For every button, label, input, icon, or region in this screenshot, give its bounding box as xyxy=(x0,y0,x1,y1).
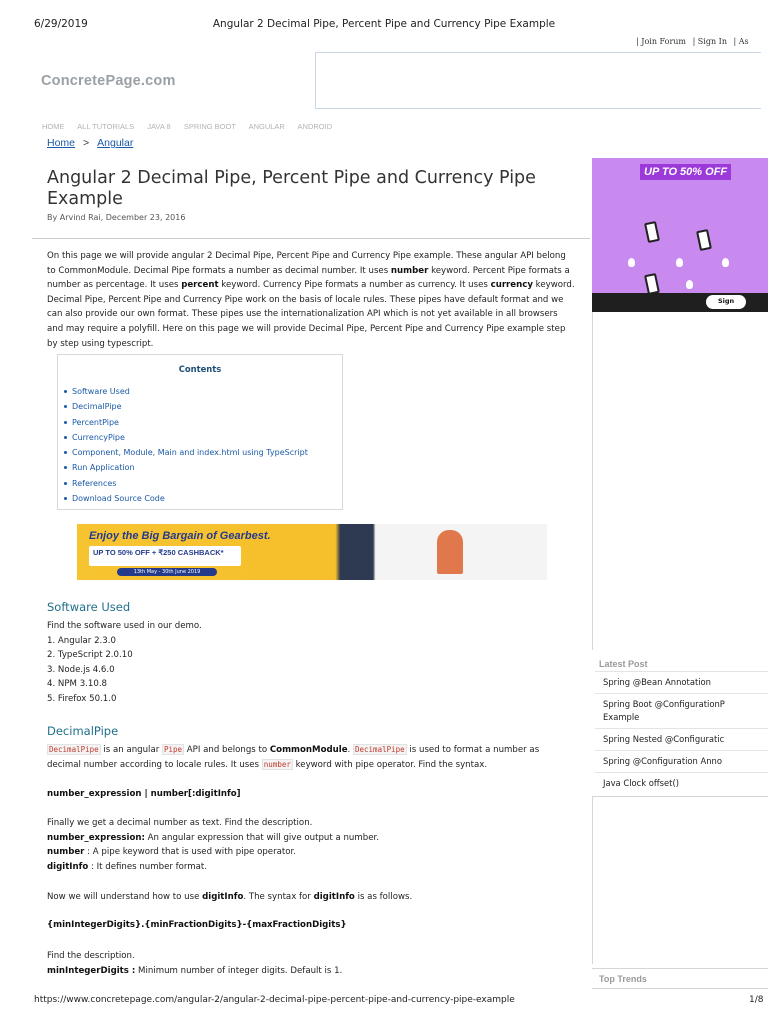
toc-item-software-used[interactable]: Software Used xyxy=(64,384,342,399)
side-ad-badge: UP TO 50% OFF xyxy=(640,164,731,180)
list-item: 1. Angular 2.3.0 xyxy=(47,635,116,646)
intro-text: keyword. Currency Pipe formats a number as currency. It uses xyxy=(218,280,491,291)
text: . The syntax for xyxy=(243,892,314,902)
latest-post-title: Latest Post xyxy=(599,659,648,669)
banner-dates: 13th May - 30th June 2019 xyxy=(117,568,217,576)
text: Now we will understand how to use xyxy=(47,892,203,902)
list-item: 2. TypeScript 2.0.10 xyxy=(47,650,133,661)
text: : It defines number format. xyxy=(88,861,208,872)
nav-home[interactable]: HOME xyxy=(42,122,65,131)
breadcrumb-angular[interactable]: Angular xyxy=(97,137,134,149)
toc-item-decimalpipe[interactable]: DecimalPipe xyxy=(64,399,342,414)
code-number: number xyxy=(263,759,291,769)
keyword-digitinfo: digitInfo xyxy=(313,892,355,902)
syntax-digitinfo: {minIntegerDigits}.{minFractionDigits}-{maxFractionDigits} xyxy=(47,920,347,930)
text: is as follows. xyxy=(354,892,413,902)
table-of-contents xyxy=(57,354,343,510)
title-divider xyxy=(32,238,590,239)
code-decimalpipe: DecimalPipe xyxy=(49,745,99,754)
description-intro: Finally we get a decimal number as text. Find the description. xyxy=(47,818,313,828)
decimalpipe-paragraph xyxy=(47,743,575,772)
nav-all-tutorials[interactable]: ALL TUTORIALS xyxy=(77,122,135,131)
code-pipe: Pipe xyxy=(163,745,183,754)
latest-post-item[interactable]: Spring Nested @Configuratic xyxy=(595,728,768,750)
top-trends-title: Top Trends xyxy=(592,968,768,984)
ask-link[interactable]: | As xyxy=(733,37,749,46)
nav-angular[interactable]: ANGULAR xyxy=(248,122,285,131)
latest-post-item[interactable]: Spring @Bean Annotation xyxy=(595,671,768,693)
code-decimalpipe: DecimalPipe xyxy=(355,745,405,754)
description-item xyxy=(47,964,342,979)
breadcrumb-separator: > xyxy=(83,137,90,149)
latest-post-item[interactable]: Spring @Configuration Anno xyxy=(595,750,768,772)
top-links xyxy=(636,37,753,46)
breadcrumb-home[interactable]: Home xyxy=(47,137,76,149)
text: is an angular xyxy=(100,745,162,755)
latest-post-item[interactable]: Spring Boot @ConfigurationP xyxy=(595,693,768,711)
main-nav xyxy=(42,122,343,131)
text: . xyxy=(347,745,353,755)
digitinfo-description xyxy=(47,949,342,978)
list-item: 3. Node.js 4.6.0 xyxy=(47,664,115,675)
syntax-number-pipe: number_expression | number[:digitInfo] xyxy=(47,789,241,799)
intro-text: keyword. Decimal Pipe, Percent Pipe and Currency Pipe work on the basis of locale rules. These pipes have default format and we can also provide our own format. These pipes use the internationalization API which is not yet available in all browsers and may require a polyfill. Here on this page we will provide Decimal Pipe, Percent Pipe and Currency Pipe example step by step using typescript. xyxy=(47,280,575,349)
earbud-image xyxy=(676,258,683,267)
toc-item-component-module[interactable]: Component, Module, Main and index.html using TypeScript xyxy=(64,445,342,460)
toc-item-percentpipe[interactable]: PercentPipe xyxy=(64,415,342,430)
latest-post-item[interactable]: Example xyxy=(603,712,640,722)
page-title: Angular 2 Decimal Pipe, Percent Pipe and Currency Pipe Example xyxy=(47,168,536,209)
earbud-image xyxy=(722,258,729,267)
print-page-number: 1/8 xyxy=(749,995,764,1005)
site-logo[interactable]: ConcretePage.com xyxy=(41,73,176,89)
nav-java8[interactable]: JAVA 8 xyxy=(147,122,171,131)
description-item xyxy=(47,845,379,860)
print-title: Angular 2 Decimal Pipe, Percent Pipe and Currency Pipe Example xyxy=(212,18,556,30)
intro-keyword-percent: percent xyxy=(181,280,219,291)
side-ad[interactable] xyxy=(592,158,768,312)
intro-keyword-number: number xyxy=(390,265,429,276)
toc-item-currencypipe[interactable]: CurrencyPipe xyxy=(64,430,342,445)
text: keyword with pipe operator. Find the syntax. xyxy=(292,759,488,770)
gearbest-banner-ad[interactable] xyxy=(77,524,547,580)
intro-text: On this page we will provide angular 2 Decimal Pipe, Percent Pipe and Currency Pipe example. These angular API belong to CommonModule. Decimal Pipe formats a number as decimal number. It uses xyxy=(47,251,566,276)
section-heading-decimalpipe: DecimalPipe xyxy=(47,724,119,738)
article-byline: By Arvind Rai, December 23, 2016 xyxy=(47,213,186,222)
software-intro: Find the software used in our demo. xyxy=(47,621,202,631)
description-item xyxy=(47,860,379,875)
label: digitInfo xyxy=(47,861,89,872)
print-date: 6/29/2019 xyxy=(34,18,88,30)
sign-in-link[interactable]: | Sign In xyxy=(692,37,727,46)
toc-item-run-application[interactable]: Run Application xyxy=(64,460,342,475)
text: Minimum number of integer digits. Default is 1. xyxy=(135,965,343,976)
phone-image xyxy=(644,273,660,295)
list-item: 5. Firefox 50.1.0 xyxy=(47,693,117,704)
latest-post-item[interactable]: Java Clock offset() xyxy=(595,772,768,794)
side-ad-sign-button[interactable]: Sign xyxy=(706,295,746,309)
description-item xyxy=(47,831,379,846)
decimalpipe-description xyxy=(47,816,379,874)
text: An angular expression that will give output a number. xyxy=(144,832,379,843)
toc-item-download-source[interactable]: Download Source Code xyxy=(64,491,342,506)
sidebar-empty-box xyxy=(592,312,768,650)
keyword-commonmodule: CommonModule xyxy=(269,745,348,755)
software-used-text xyxy=(47,619,202,707)
keyword-digitinfo: digitInfo xyxy=(202,892,244,902)
intro-paragraph xyxy=(47,249,575,351)
banner-offer: UP TO 50% OFF + ₹250 CASHBACK* xyxy=(89,546,241,566)
description-intro: Find the description. xyxy=(47,951,135,961)
nav-android[interactable]: ANDROID xyxy=(297,122,333,131)
toc-title: Contents xyxy=(178,364,222,374)
sidebar-divider xyxy=(592,988,768,989)
earbud-image xyxy=(628,258,635,267)
text: API and belongs to xyxy=(184,745,270,755)
list-item: 4. NPM 3.10.8 xyxy=(47,679,108,690)
text: : A pipe keyword that is used with pipe operator. xyxy=(84,847,296,858)
join-forum-link[interactable]: | Join Forum xyxy=(636,37,687,46)
breadcrumb xyxy=(47,137,133,149)
digitinfo-paragraph xyxy=(47,890,412,905)
sidebar-empty-box xyxy=(592,796,768,964)
toc-item-references[interactable]: References xyxy=(64,476,342,491)
label: number_expression: xyxy=(47,832,145,843)
print-url: https://www.concretepage.com/angular-2/angular-2-decimal-pipe-percent-pipe-and-currency-pipe-example xyxy=(34,995,515,1005)
phone-image xyxy=(644,221,660,243)
label: minIntegerDigits : xyxy=(47,965,136,976)
section-heading-software-used: Software Used xyxy=(47,600,131,614)
latest-post-list xyxy=(595,671,768,794)
phone-image xyxy=(696,229,712,251)
nav-spring-boot[interactable]: SPRING BOOT xyxy=(183,122,236,131)
banner-person-image xyxy=(437,530,463,574)
earbud-image xyxy=(686,280,693,289)
banner-headline: Enjoy the Big Bargain of Gearbest. xyxy=(89,530,271,542)
intro-keyword-currency: currency xyxy=(490,280,533,291)
label: number xyxy=(47,847,85,858)
intro-text: keyword. Percent Pipe formats a number as percentage. It uses xyxy=(47,265,570,291)
header-ad[interactable] xyxy=(315,52,761,109)
text: is used to format a number as decimal number according to locale rules. It uses xyxy=(47,745,540,770)
